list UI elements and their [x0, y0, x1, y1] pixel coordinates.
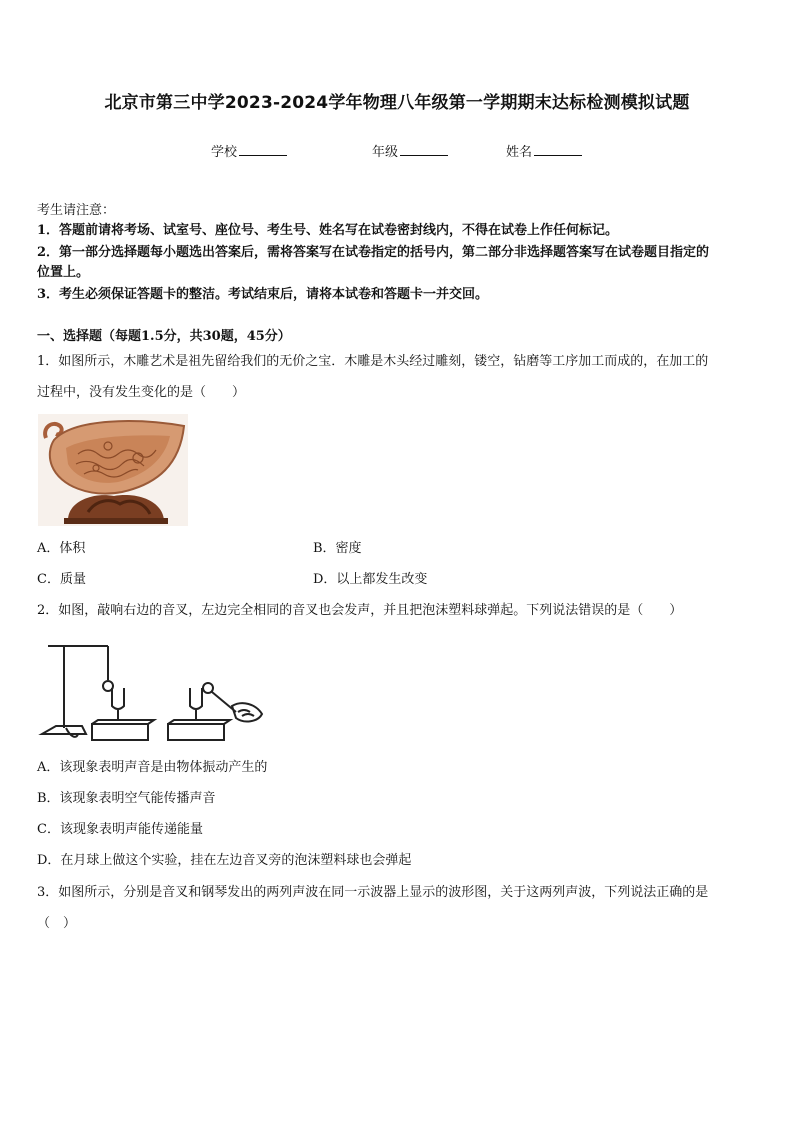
name-field [506, 141, 582, 160]
q1-stem-line1: 1．如图所示，木雕艺术是祖先留给我们的无价之宝．木雕是木头经过雕刻，镂空，钻磨等工序加工而成的，在加工的 [37, 354, 709, 369]
school-label: 学校 [211, 145, 238, 160]
notice-item-2: 2．第一部分选择题每小题选出答案后，需将答案写在试卷指定的括号内，第二部分非选择题答案写在试卷题目指定的 [37, 245, 710, 260]
tuning-fork-image [36, 636, 272, 746]
q3-stem-line2: （ ） [37, 916, 77, 931]
q2-option-c[interactable]: C．该现象表明声能传递能量 [37, 822, 203, 837]
notice-item-1: 1．答题前请将考场、试室号、座位号、考生号、姓名写在试卷密封线内，不得在试卷上作任何标记。 [37, 223, 619, 238]
q2-option-d[interactable]: D．在月球上做这个实验，挂在左边音叉旁的泡沫塑料球也会弹起 [37, 853, 412, 868]
notice-item-3: 3．考生必须保证答题卡的整洁。考试结束后，请将本试卷和答题卡一并交回。 [37, 287, 489, 302]
q1-option-b[interactable]: B．密度 [313, 541, 362, 556]
q2-option-b[interactable]: B．该现象表明空气能传播声音 [37, 791, 216, 806]
tuning-fork-illustration [36, 636, 272, 746]
page-title: 北京市第三中学2023-2024学年物理八年级第一学期期末达标检测模拟试题 [104, 93, 690, 113]
q1-stem-line2: 过程中，没有发生变化的是（ ） [37, 385, 246, 400]
notice-heading: 考生请注意： [37, 203, 116, 218]
q2-stem: 2．如图，敲响右边的音叉，左边完全相同的音叉也会发声，并且把泡沫塑料球弹起。下列说法错误的是（ ） [37, 603, 683, 618]
school-blank[interactable] [239, 143, 287, 156]
grade-field [372, 141, 448, 160]
wood-carving-illustration [38, 414, 188, 526]
notice-item-2-cont: 位置上。 [37, 265, 90, 280]
wood-carving-image [38, 414, 188, 526]
q1-option-c[interactable]: C．质量 [37, 572, 86, 587]
grade-blank[interactable] [400, 143, 448, 156]
school-field [211, 141, 287, 160]
q1-option-d[interactable]: D．以上都发生改变 [313, 572, 428, 587]
name-blank[interactable] [534, 143, 582, 156]
q1-option-a[interactable]: A．体积 [37, 541, 86, 556]
grade-label: 年级 [372, 145, 399, 160]
section-heading: 一、选择题（每题1.5分，共30题，45分） [37, 329, 291, 344]
q2-option-a[interactable]: A．该现象表明声音是由物体振动产生的 [37, 760, 268, 775]
name-label: 姓名 [506, 145, 533, 160]
q3-stem-line1: 3．如图所示，分别是音叉和钢琴发出的两列声波在同一示波器上显示的波形图，关于这两列声波，下列说法正确的是 [37, 885, 709, 900]
